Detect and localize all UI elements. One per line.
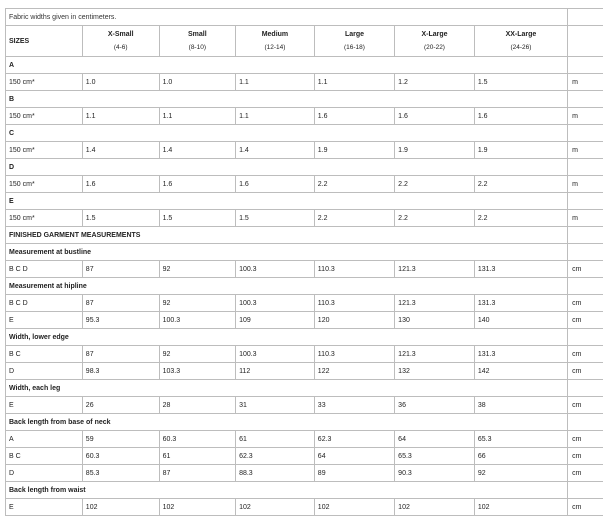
table-row — [6, 295, 603, 312]
table-row — [6, 176, 603, 193]
row-label: A — [6, 431, 83, 448]
fabric-note: Fabric widths given in centimeters. — [6, 9, 568, 26]
table-row — [6, 346, 603, 363]
row-label: 150 cm* — [6, 108, 83, 125]
size-range: (4-6) — [113, 44, 128, 51]
value-cell: 59 — [82, 431, 159, 448]
section-row — [6, 159, 603, 176]
row-label: B C — [6, 448, 83, 465]
unit-cell: cm — [568, 346, 603, 363]
value-cell: 60.3 — [159, 431, 235, 448]
value-cell: 92 — [159, 261, 235, 278]
value-cell: 87 — [82, 346, 159, 363]
value-cell: 103.3 — [159, 363, 235, 380]
section-row — [6, 380, 603, 397]
size-header — [159, 26, 235, 57]
value-cell: 31 — [236, 397, 315, 414]
sizes-header-row — [6, 26, 603, 57]
value-cell: 1.5 — [82, 210, 159, 227]
value-cell: 95.3 — [82, 312, 159, 329]
unit-cell: m — [568, 108, 603, 125]
value-cell: 1.6 — [474, 108, 567, 125]
unit-cell — [568, 57, 603, 74]
value-cell: 110.3 — [314, 295, 394, 312]
row-label: B C D — [6, 261, 83, 278]
unit-cell: cm — [568, 312, 603, 329]
table-row — [6, 448, 603, 465]
value-cell: 1.5 — [236, 210, 315, 227]
row-label: E — [6, 312, 83, 329]
value-cell: 1.6 — [82, 176, 159, 193]
value-cell: 122 — [314, 363, 394, 380]
value-cell: 87 — [159, 465, 235, 482]
value-cell: 110.3 — [314, 346, 394, 363]
unit-cell: m — [568, 176, 603, 193]
row-label: 150 cm* — [6, 142, 83, 159]
value-cell: 102 — [314, 499, 394, 516]
unit-cell: cm — [568, 363, 603, 380]
value-cell: 131.3 — [474, 346, 567, 363]
value-cell: 2.2 — [474, 210, 567, 227]
value-cell: 100.3 — [236, 295, 315, 312]
value-cell: 28 — [159, 397, 235, 414]
row-label: B C D — [6, 295, 83, 312]
section-heading: C — [6, 125, 568, 142]
value-cell: 88.3 — [236, 465, 315, 482]
unit-cell — [568, 482, 603, 499]
unit-cell — [568, 193, 603, 210]
value-cell: 92 — [474, 465, 567, 482]
size-header — [395, 26, 475, 57]
value-cell: 92 — [159, 346, 235, 363]
value-cell: 65.3 — [395, 448, 475, 465]
section-row — [6, 91, 603, 108]
value-cell: 2.2 — [395, 210, 475, 227]
table-row — [6, 363, 603, 380]
value-cell: 1.5 — [474, 74, 567, 91]
size-range: (8-10) — [188, 44, 206, 51]
value-cell: 1.1 — [314, 74, 394, 91]
value-cell: 121.3 — [395, 346, 475, 363]
sizing-table — [5, 8, 603, 516]
size-range: (24-26) — [510, 44, 532, 51]
table-row — [6, 397, 603, 414]
unit-cell: m — [568, 142, 603, 159]
row-label: D — [6, 465, 83, 482]
table-row — [6, 74, 603, 91]
value-cell: 121.3 — [395, 261, 475, 278]
unit-cell — [568, 278, 603, 295]
section-row — [6, 244, 603, 261]
section-row — [6, 329, 603, 346]
section-heading: FINISHED GARMENT MEASUREMENTS — [6, 227, 568, 244]
row-label: 150 cm* — [6, 74, 83, 91]
value-cell: 109 — [236, 312, 315, 329]
value-cell: 102 — [159, 499, 235, 516]
table-row — [6, 499, 603, 516]
value-cell: 89 — [314, 465, 394, 482]
section-heading: Back length from base of neck — [6, 414, 568, 431]
row-label: E — [6, 397, 83, 414]
value-cell: 87 — [82, 295, 159, 312]
sizes-label: SIZES — [6, 26, 83, 57]
unit-cell: cm — [568, 397, 603, 414]
value-cell: 1.1 — [159, 108, 235, 125]
section-row — [6, 125, 603, 142]
value-cell: 64 — [314, 448, 394, 465]
value-cell: 92 — [159, 295, 235, 312]
value-cell: 62.3 — [236, 448, 315, 465]
value-cell: 2.2 — [314, 176, 394, 193]
size-range: (20-22) — [424, 44, 445, 51]
value-cell: 64 — [395, 431, 475, 448]
section-heading: Width, each leg — [6, 380, 568, 397]
value-cell: 1.2 — [395, 74, 475, 91]
size-name: Large — [344, 31, 365, 38]
unit-cell — [568, 91, 603, 108]
value-cell: 1.5 — [159, 210, 235, 227]
value-cell: 61 — [236, 431, 315, 448]
value-cell: 1.6 — [395, 108, 475, 125]
value-cell: 1.6 — [159, 176, 235, 193]
value-cell: 33 — [314, 397, 394, 414]
size-header — [236, 26, 315, 57]
size-name: X-Large — [421, 31, 448, 38]
value-cell: 100.3 — [236, 346, 315, 363]
table-row — [6, 431, 603, 448]
unit-cell: m — [568, 74, 603, 91]
value-cell: 100.3 — [236, 261, 315, 278]
row-label: B C — [6, 346, 83, 363]
section-row — [6, 414, 603, 431]
value-cell: 60.3 — [82, 448, 159, 465]
size-header — [474, 26, 567, 57]
value-cell: 1.0 — [82, 74, 159, 91]
section-heading: Measurement at bustline — [6, 244, 568, 261]
value-cell: 62.3 — [314, 431, 394, 448]
value-cell: 1.9 — [474, 142, 567, 159]
table-row — [6, 210, 603, 227]
value-cell: 1.6 — [314, 108, 394, 125]
value-cell: 65.3 — [474, 431, 567, 448]
value-cell: 1.6 — [236, 176, 315, 193]
table-row — [6, 312, 603, 329]
value-cell: 1.9 — [395, 142, 475, 159]
section-row — [6, 57, 603, 74]
size-range: (16-18) — [344, 44, 365, 51]
size-name: XX-Large — [505, 31, 537, 38]
unit-cell: cm — [568, 431, 603, 448]
section-heading: B — [6, 91, 568, 108]
value-cell: 102 — [474, 499, 567, 516]
size-header — [82, 26, 159, 57]
unit-cell: cm — [568, 295, 603, 312]
unit-header — [568, 26, 603, 57]
value-cell: 61 — [159, 448, 235, 465]
size-range: (12-14) — [264, 44, 286, 51]
unit-cell: cm — [568, 448, 603, 465]
value-cell: 66 — [474, 448, 567, 465]
value-cell: 121.3 — [395, 295, 475, 312]
value-cell: 142 — [474, 363, 567, 380]
value-cell: 36 — [395, 397, 475, 414]
section-heading: Measurement at hipline — [6, 278, 568, 295]
section-row — [6, 193, 603, 210]
size-header — [314, 26, 394, 57]
value-cell: 102 — [395, 499, 475, 516]
value-cell: 1.1 — [236, 74, 315, 91]
table-row — [6, 465, 603, 482]
section-row — [6, 482, 603, 499]
value-cell: 130 — [395, 312, 475, 329]
value-cell: 102 — [236, 499, 315, 516]
unit-cell: cm — [568, 499, 603, 516]
value-cell: 87 — [82, 261, 159, 278]
value-cell: 1.1 — [236, 108, 315, 125]
value-cell: 26 — [82, 397, 159, 414]
unit-cell — [568, 329, 603, 346]
unit-cell: cm — [568, 261, 603, 278]
section-heading: A — [6, 57, 568, 74]
value-cell: 1.4 — [82, 142, 159, 159]
section-heading: E — [6, 193, 568, 210]
unit-cell — [568, 380, 603, 397]
unit-cell — [568, 159, 603, 176]
value-cell: 131.3 — [474, 295, 567, 312]
unit-cell — [568, 227, 603, 244]
section-row — [6, 227, 603, 244]
value-cell: 38 — [474, 397, 567, 414]
value-cell: 2.2 — [395, 176, 475, 193]
section-heading: Back length from waist — [6, 482, 568, 499]
value-cell: 132 — [395, 363, 475, 380]
value-cell: 140 — [474, 312, 567, 329]
unit-cell — [568, 244, 603, 261]
value-cell: 131.3 — [474, 261, 567, 278]
value-cell: 1.9 — [314, 142, 394, 159]
value-cell: 100.3 — [159, 312, 235, 329]
section-heading: Width, lower edge — [6, 329, 568, 346]
value-cell: 1.0 — [159, 74, 235, 91]
value-cell: 120 — [314, 312, 394, 329]
table-row — [6, 108, 603, 125]
size-name: Small — [187, 31, 207, 38]
unit-cell — [568, 414, 603, 431]
value-cell: 1.4 — [159, 142, 235, 159]
unit-cell: cm — [568, 465, 603, 482]
table-row — [6, 142, 603, 159]
row-label: D — [6, 363, 83, 380]
value-cell: 110.3 — [314, 261, 394, 278]
table-row — [6, 261, 603, 278]
value-cell: 1.1 — [82, 108, 159, 125]
value-cell: 1.4 — [236, 142, 315, 159]
size-name: X-Small — [107, 31, 134, 38]
row-label: 150 cm* — [6, 210, 83, 227]
section-row — [6, 278, 603, 295]
value-cell: 90.3 — [395, 465, 475, 482]
value-cell: 102 — [82, 499, 159, 516]
value-cell: 2.2 — [474, 176, 567, 193]
size-name: Medium — [261, 31, 289, 38]
row-label: 150 cm* — [6, 176, 83, 193]
note-row — [6, 9, 603, 26]
value-cell: 98.3 — [82, 363, 159, 380]
section-heading: D — [6, 159, 568, 176]
row-label: E — [6, 499, 83, 516]
unit-cell — [568, 125, 603, 142]
value-cell: 2.2 — [314, 210, 394, 227]
unit-cell: m — [568, 210, 603, 227]
value-cell: 112 — [236, 363, 315, 380]
value-cell: 85.3 — [82, 465, 159, 482]
